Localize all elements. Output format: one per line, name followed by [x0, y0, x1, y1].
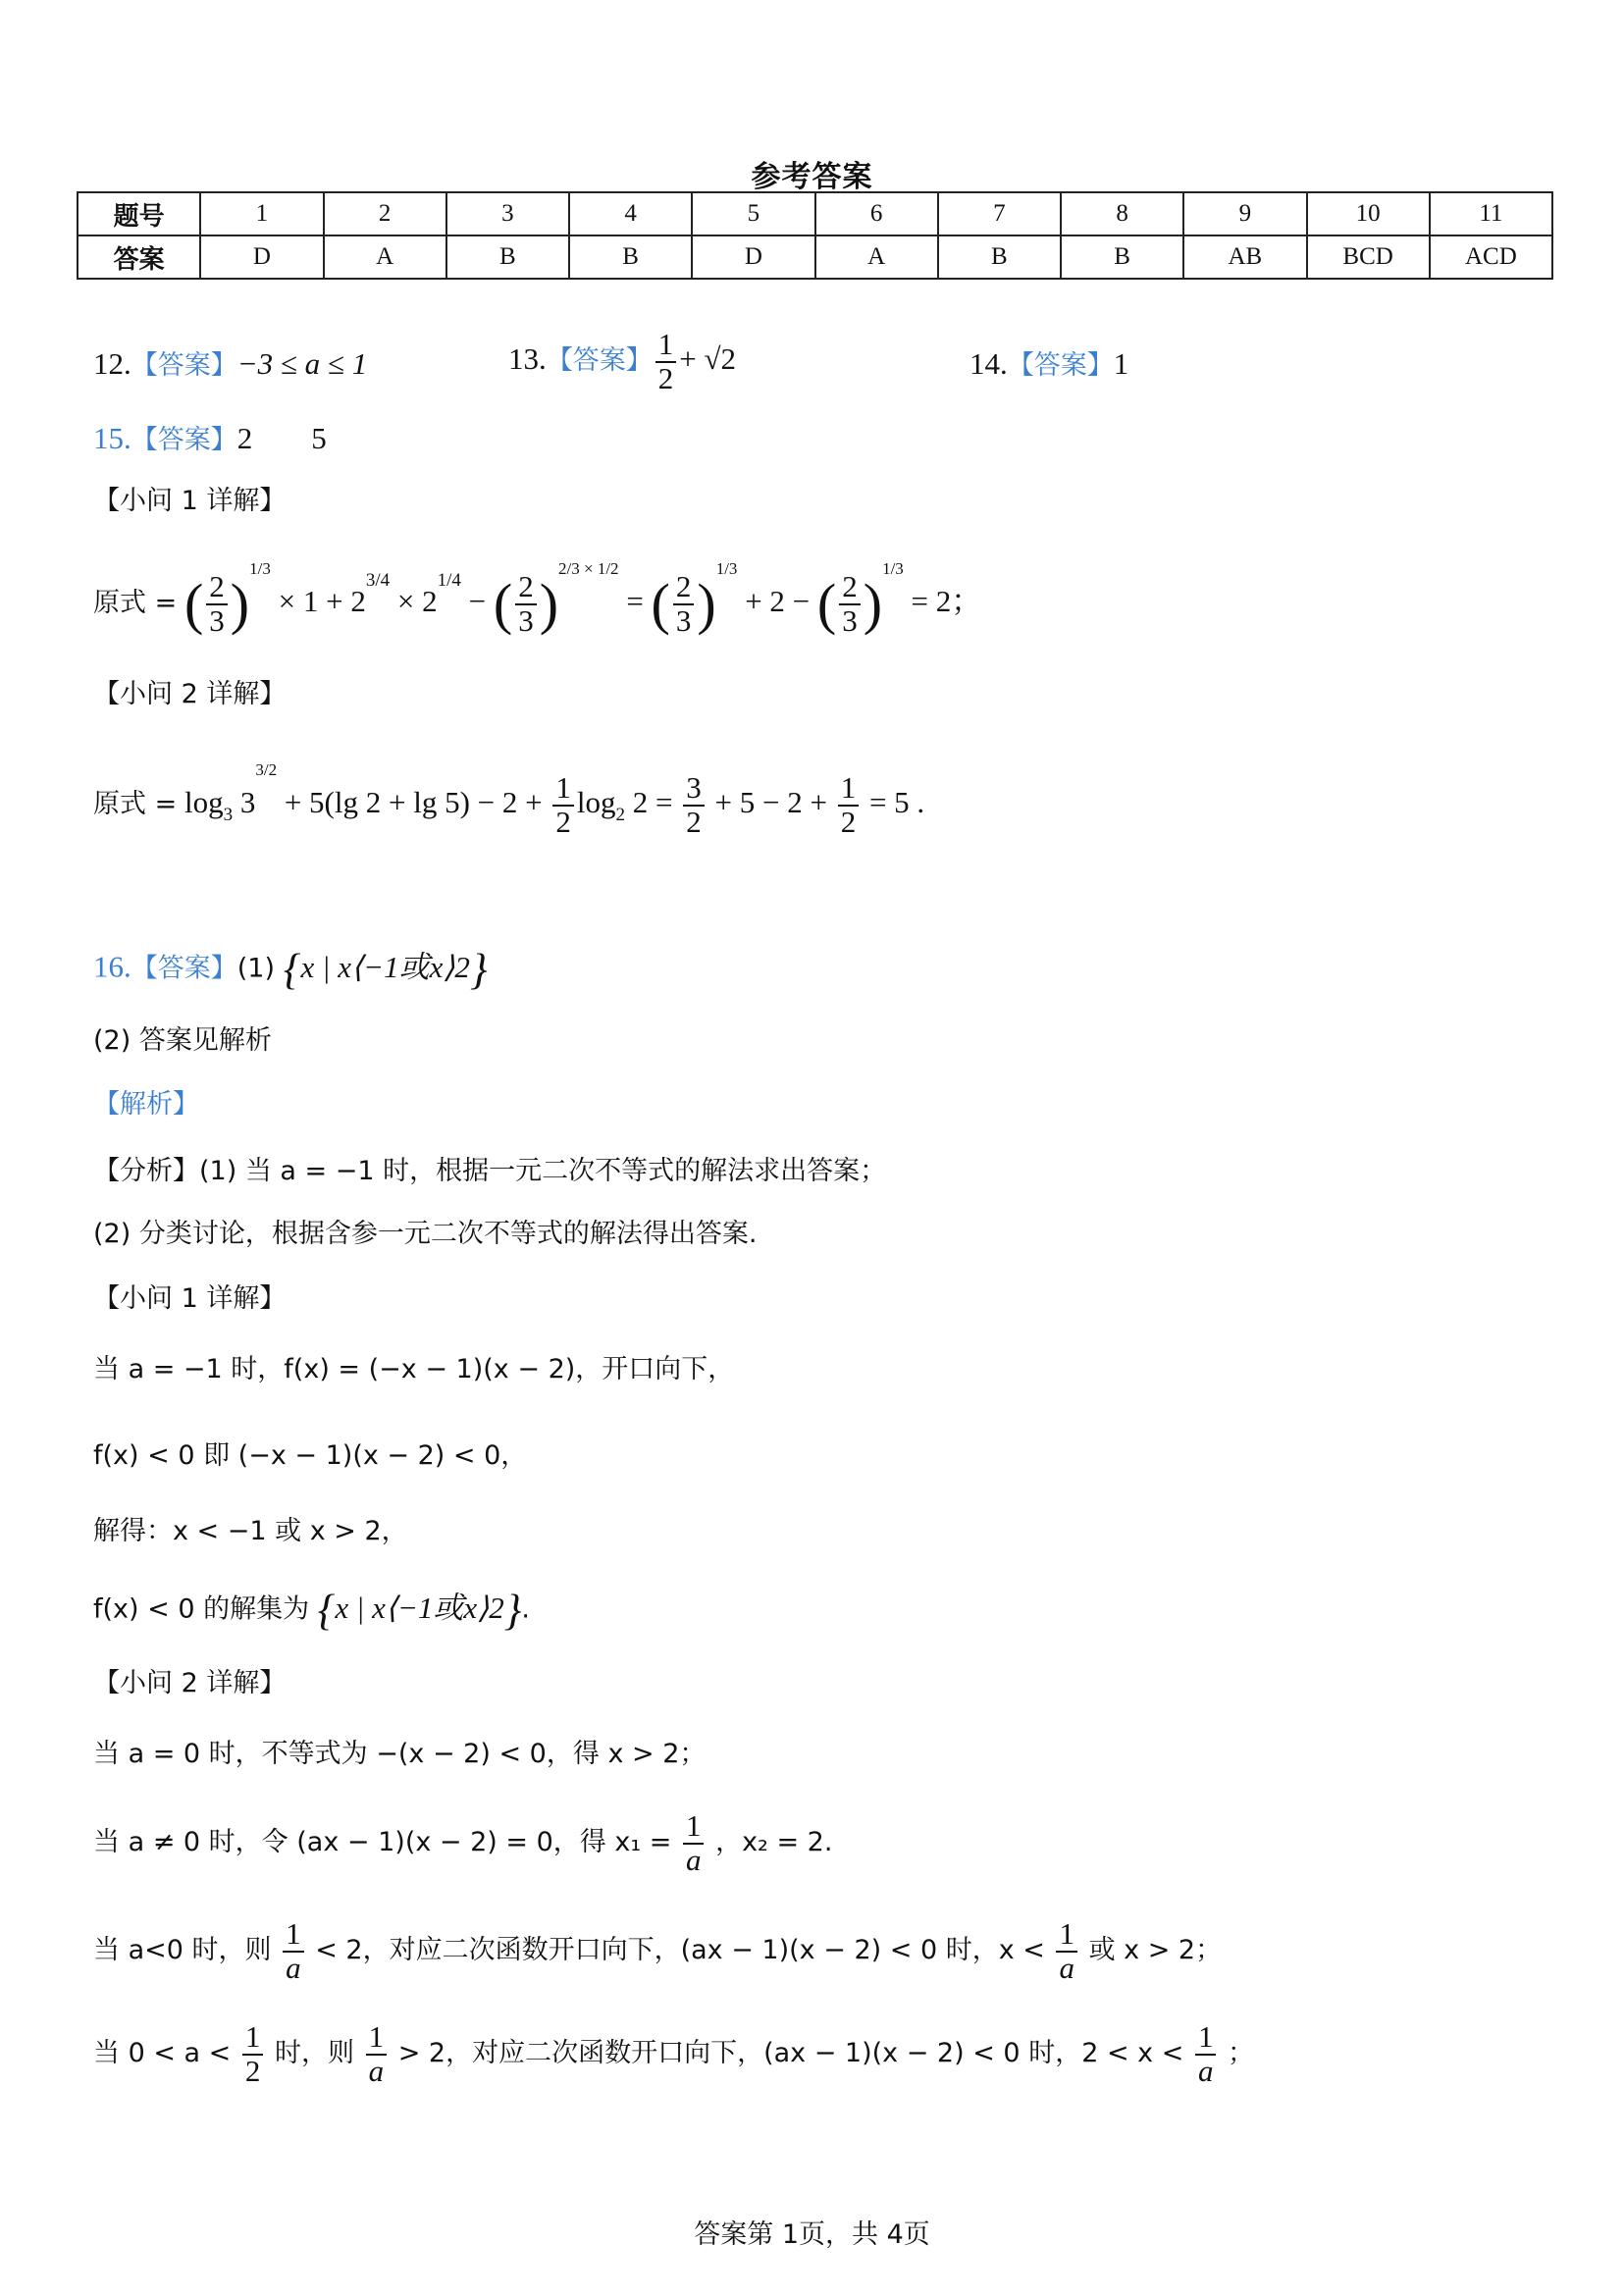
table-cell: B	[569, 235, 692, 279]
formula-prefix: 原式 =	[93, 789, 178, 819]
formula-part: + 5 − 2 +	[714, 785, 827, 819]
formula-part: + 5(lg 2 + lg 5) − 2 +	[284, 785, 543, 819]
q13-number: 13.	[508, 341, 547, 377]
table-cell: 1	[200, 192, 323, 235]
solution-text: 当 a ≠ 0 时，令 (ax − 1)(x − 2) = 0，得 x₁ =	[93, 1827, 672, 1858]
solution-text: < 2，对应二次函数开口向下，(ax − 1)(x − 2) < 0 时，x <	[315, 1935, 1045, 1966]
part-label: (1)	[236, 953, 275, 984]
formula-part: 2 =	[632, 785, 673, 819]
q15-answer	[93, 420, 327, 456]
solution-set: x | x⟨−1或x⟩2	[300, 949, 470, 984]
q16-sub2-header: 【小问 2 详解】	[93, 1668, 287, 1698]
table-cell: D	[692, 235, 814, 279]
solution-text: 当 0 < a <	[93, 2038, 232, 2069]
page-footer: 答案第 1页，共 4页	[694, 2219, 930, 2250]
table-cell: 5	[692, 192, 814, 235]
q16-part2: (2) 答案见解析	[93, 1025, 272, 1056]
fraction-numerator: 1	[655, 329, 677, 363]
solution-line-5: 当 a = 0 时，不等式为 −(x − 2) < 0，得 x > 2；	[93, 1739, 707, 1769]
table-cell: 8	[1061, 192, 1183, 235]
table-cell: ACD	[1430, 235, 1552, 279]
table-cell: A	[324, 235, 446, 279]
solution-text: f(x) < 0 的解集为	[93, 1593, 310, 1625]
solution-line-4: f(x) < 0 的解集为 {x | x⟨−1或x⟩2}.	[93, 1586, 530, 1634]
q13-rest: + √2	[679, 341, 736, 377]
table-cell: 10	[1307, 192, 1430, 235]
solution-text: 时，则	[275, 2038, 354, 2069]
q15-sub2-formula: 原式 = $\log_3 3^{3/2} + 5(\lg$ 2 + lg 5) − 2 + $\frac{1}{2}$ $\log_2 2$ = $\frac{3}{2}$ + 5 − 2 + $\frac{1}{2}$ = 5 .	[93, 760, 925, 839]
fraction-denominator: 2	[657, 360, 674, 395]
q14-value: 1	[1113, 346, 1129, 381]
table-header-label: 题号	[78, 192, 200, 235]
question-number-row	[78, 192, 1552, 235]
answer-row	[78, 235, 1552, 279]
analysis-line-2: (2) 分类讨论，根据含参一元二次不等式的解法得出答案.	[93, 1219, 758, 1249]
q15-value-2: 5	[311, 421, 327, 455]
table-cell: B	[938, 235, 1061, 279]
table-cell: A	[815, 235, 938, 279]
formula-prefix: 原式 =	[93, 588, 178, 618]
q12-number: 12.	[93, 346, 131, 381]
table-cell: 6	[815, 192, 938, 235]
table-cell: B	[446, 235, 569, 279]
q12-value: −3 ≤ a ≤ 1	[236, 346, 368, 381]
solution-line-3: 解得：x < −1 或 x > 2，	[93, 1516, 408, 1546]
table-cell: AB	[1183, 235, 1306, 279]
q16-answer: 16.【答案】(1) {x | x⟨−1或x⟩2}	[93, 945, 488, 993]
analysis-line-1: 【分析】(1) 当 a = −1 时，根据一元二次不等式的解法求出答案；	[93, 1156, 887, 1186]
q13-fraction	[655, 329, 677, 394]
q15-sub1-formula: 原式 = ( $\frac{2}{3}$ )$^{1/3} \times 1 + 2^{3/4} \times 2^{1/4}$ − ( $\frac{2}{3}$ )$^{2/3 \times 1/2}$ = ( $\frac{2}{3}$ )$^{1/3}$ + 2 − ( $\frac{2}{3}$ )$^{1/3}$ = 2；	[93, 559, 982, 638]
answer-tag: 【答案】	[131, 350, 237, 381]
q15-value-1: 2	[236, 421, 253, 455]
table-cell: B	[1061, 235, 1183, 279]
solution-text: 或 x > 2；	[1088, 1935, 1223, 1966]
formula-part: = 5 .	[868, 785, 925, 819]
solution-set: x | x⟨−1或x⟩2	[335, 1590, 504, 1625]
analysis-tag: 【解析】	[93, 1089, 199, 1120]
q12-answer	[93, 345, 367, 382]
solution-text: 当 a<0 时，则	[93, 1935, 272, 1966]
q15-number: 15.	[93, 421, 131, 455]
table-cell: BCD	[1307, 235, 1430, 279]
answer-tag: 【答案】	[1007, 350, 1114, 381]
table-cell: 4	[569, 192, 692, 235]
page-title: 参考答案	[751, 160, 873, 194]
table-cell: 2	[324, 192, 446, 235]
q13-answer	[508, 329, 736, 394]
q15-sub1-header: 【小问 1 详解】	[93, 486, 287, 516]
solution-line-2: f(x) < 0 即 (−x − 1)(x − 2) < 0，	[93, 1440, 528, 1471]
answer-table	[77, 191, 1553, 280]
solution-line-7: 当 a<0 时，则 $\frac{1}{a}$ < 2，对应二次函数开口向下，(ax − 1)(x − 2) < 0 时，x < $\frac{1}{a}$ 或 x > 2；	[93, 1916, 1223, 1985]
solution-line-8: 当 0 < a < $\frac{1}{2}$ 时，则 $\frac{1}{a}$ > 2，对应二次函数开口向下，(ax − 1)(x − 2) < 0 时，2 < x < $\frac{1}{a}$ ；	[93, 2019, 1255, 2088]
solution-line-1: 当 a = −1 时，f(x) = (−x − 1)(x − 2)，开口向下，	[93, 1354, 735, 1384]
table-cell: 9	[1183, 192, 1306, 235]
table-cell: 7	[938, 192, 1061, 235]
answer-tag: 【答案】	[546, 345, 653, 377]
table-cell: D	[200, 235, 323, 279]
log-text: log	[576, 785, 616, 819]
log-text: log	[183, 785, 224, 819]
table-cell: 3	[446, 192, 569, 235]
table-cell: 11	[1430, 192, 1552, 235]
q14-answer	[969, 345, 1128, 382]
solution-text: ；	[1228, 2038, 1255, 2069]
answer-tag: 【答案】	[131, 425, 237, 455]
table-answer-label: 答案	[78, 235, 200, 279]
solution-text: > 2，对应二次函数开口向下，(ax − 1)(x − 2) < 0 时，2 < x <	[397, 2038, 1184, 2069]
q16-sub1-header: 【小问 1 详解】	[93, 1283, 287, 1314]
q14-number: 14.	[969, 346, 1008, 381]
q15-sub2-header: 【小问 2 详解】	[93, 679, 287, 709]
solution-text: ，x₂ = 2.	[715, 1827, 833, 1858]
answer-tag: 【答案】	[131, 953, 237, 984]
q16-number: 16.	[93, 949, 131, 984]
solution-line-6: 当 a ≠ 0 时，令 (ax − 1)(x − 2) = 0，得 x₁ = $\frac{1}{a}$ ，x₂ = 2.	[93, 1808, 833, 1877]
